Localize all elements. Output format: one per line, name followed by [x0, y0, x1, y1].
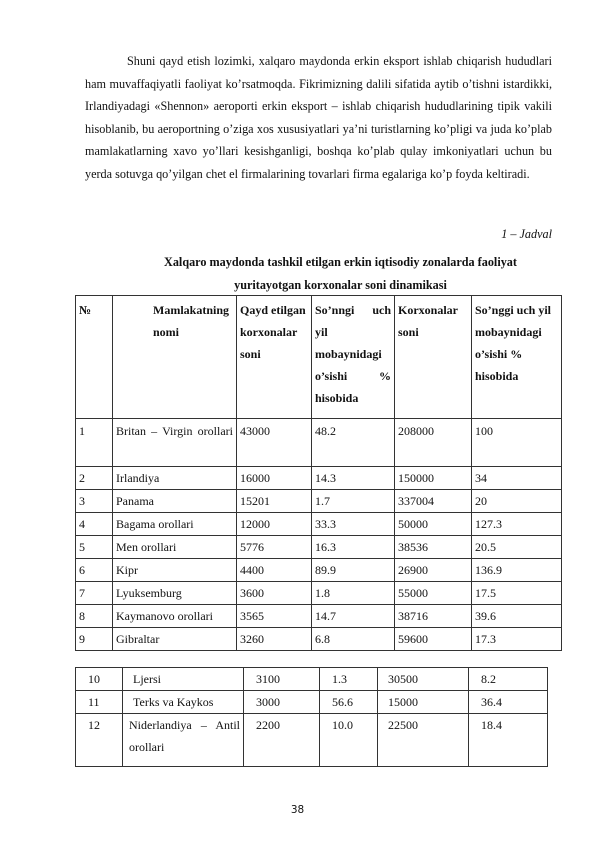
cell-firms: 12000 [237, 513, 312, 536]
cell-growth-1: 14.3 [312, 467, 395, 490]
header-country: Mamlakatning nomi [113, 296, 237, 419]
cell-firms: 15201 [237, 490, 312, 513]
data-table-bottom [75, 667, 548, 767]
cell-num: 8 [76, 605, 113, 628]
cell-firms: 16000 [237, 467, 312, 490]
cell-enterprises: 59600 [395, 628, 472, 651]
cell-enterprises: 38536 [395, 536, 472, 559]
cell-country: Britan – Virgin orollari [113, 419, 237, 467]
table-row [76, 714, 548, 767]
table-row [76, 467, 562, 490]
table-row [76, 559, 562, 582]
cell-enterprises: 30500 [378, 668, 469, 691]
table-row [76, 490, 562, 513]
table-caption [100, 251, 581, 296]
cell-num: 7 [76, 582, 113, 605]
cell-firms: 3600 [237, 582, 312, 605]
data-table-top [75, 295, 562, 651]
table-row [76, 513, 562, 536]
cell-num: 3 [76, 490, 113, 513]
cell-country: Kipr [113, 559, 237, 582]
cell-enterprises: 26900 [395, 559, 472, 582]
cell-growth-2: 8.2 [469, 668, 548, 691]
table-row [76, 605, 562, 628]
cell-num: 9 [76, 628, 113, 651]
cell-num: 6 [76, 559, 113, 582]
caption-line-1: Xalqaro maydonda tashkil etilgan erkin iqtisodiy zonalarda faoliyat [164, 255, 517, 269]
page-number: 38 [290, 804, 305, 816]
table-header-row [76, 296, 562, 419]
paragraph-text: Shuni qayd etish lozimki, xalqaro maydonda erkin eksport ishlab chiqarish hududlari ham muvaffaqiyatli faoliyat ko’rsatmoqda. Fikrimizning dalili sifatida aytib o’tishni istardikki, Irlandiyadagi «Shennon» aeroporti erkin eksport – ishlab chiqarish hududlarining tipik vakili hisoblanib, bu aeroportning o’ziga xos xususiyatlari ya’ni turistlarning ko’pligi va juda ko’plab mamlakatlarning xavo yo’llari kesishganligi, boshqa ko’plab qulay imkoniyatlari uchun bu yerda sotuvga qo’yilgan chet el firmalarining tovarlari firma egalariga ko’p foyda keltiradi. [85, 54, 552, 181]
cell-growth-2: 18.4 [469, 714, 548, 767]
cell-growth-2: 20.5 [472, 536, 562, 559]
cell-enterprises: 38716 [395, 605, 472, 628]
cell-growth-1: 48.2 [312, 419, 395, 467]
cell-enterprises: 150000 [395, 467, 472, 490]
cell-growth-2: 36.4 [469, 691, 548, 714]
cell-growth-1: 1.3 [320, 668, 378, 691]
cell-country: Gibraltar [113, 628, 237, 651]
cell-growth-1: 33.3 [312, 513, 395, 536]
cell-enterprises: 15000 [378, 691, 469, 714]
cell-num: 4 [76, 513, 113, 536]
header-growth-2: So’nggi uch yil mobaynidagi o’sishi % hisobida [472, 296, 562, 419]
table-row [76, 582, 562, 605]
header-growth-1: So’nngi uch yil mobaynidagi o’sishi % hisobida [312, 296, 395, 419]
header-num: № [76, 296, 113, 419]
cell-firms: 3260 [237, 628, 312, 651]
cell-growth-2: 17.3 [472, 628, 562, 651]
cell-growth-2: 39.6 [472, 605, 562, 628]
cell-firms: 5776 [237, 536, 312, 559]
cell-num: 5 [76, 536, 113, 559]
cell-country: Panama [113, 490, 237, 513]
cell-growth-2: 17.5 [472, 582, 562, 605]
cell-growth-2: 34 [472, 467, 562, 490]
cell-num: 12 [76, 714, 123, 767]
cell-enterprises: 22500 [378, 714, 469, 767]
cell-enterprises: 55000 [395, 582, 472, 605]
cell-enterprises: 50000 [395, 513, 472, 536]
cell-firms: 3000 [244, 691, 320, 714]
body-paragraph [85, 50, 552, 186]
cell-num: 2 [76, 467, 113, 490]
header-enterprises: Korxonalar soni [395, 296, 472, 419]
table-row [76, 668, 548, 691]
cell-country: Bagama orollari [113, 513, 237, 536]
cell-growth-2: 100 [472, 419, 562, 467]
cell-num: 11 [76, 691, 123, 714]
cell-growth-1: 10.0 [320, 714, 378, 767]
cell-country: Terks va Kaykos [123, 691, 244, 714]
table-row [76, 536, 562, 559]
cell-num: 1 [76, 419, 113, 467]
cell-growth-1: 14.7 [312, 605, 395, 628]
cell-country: Kaymanovo orollari [113, 605, 237, 628]
cell-num: 10 [76, 668, 123, 691]
cell-enterprises: 337004 [395, 490, 472, 513]
cell-firms: 43000 [237, 419, 312, 467]
cell-growth-1: 1.7 [312, 490, 395, 513]
cell-firms: 3100 [244, 668, 320, 691]
cell-enterprises: 208000 [395, 419, 472, 467]
cell-growth-2: 136.9 [472, 559, 562, 582]
cell-growth-2: 127.3 [472, 513, 562, 536]
cell-growth-1: 16.3 [312, 536, 395, 559]
cell-firms: 3565 [237, 605, 312, 628]
header-firms: Qayd etilgan korxonalar soni [237, 296, 312, 419]
table-row [76, 628, 562, 651]
cell-firms: 2200 [244, 714, 320, 767]
cell-country: Ljersi [123, 668, 244, 691]
cell-country: Niderlandiya – Antil orollari [123, 714, 244, 767]
caption-line-2: yuritayotgan korxonalar soni dinamikasi [234, 277, 447, 292]
cell-growth-1: 56.6 [320, 691, 378, 714]
table-row [76, 691, 548, 714]
cell-growth-2: 20 [472, 490, 562, 513]
cell-growth-1: 89.9 [312, 559, 395, 582]
cell-country: Lyuksemburg [113, 582, 237, 605]
cell-growth-1: 6.8 [312, 628, 395, 651]
table-label: 1 – Jadval [501, 227, 552, 241]
table-row [76, 419, 562, 467]
cell-country: Irlandiya [113, 467, 237, 490]
cell-firms: 4400 [237, 559, 312, 582]
cell-country: Men orollari [113, 536, 237, 559]
cell-growth-1: 1.8 [312, 582, 395, 605]
